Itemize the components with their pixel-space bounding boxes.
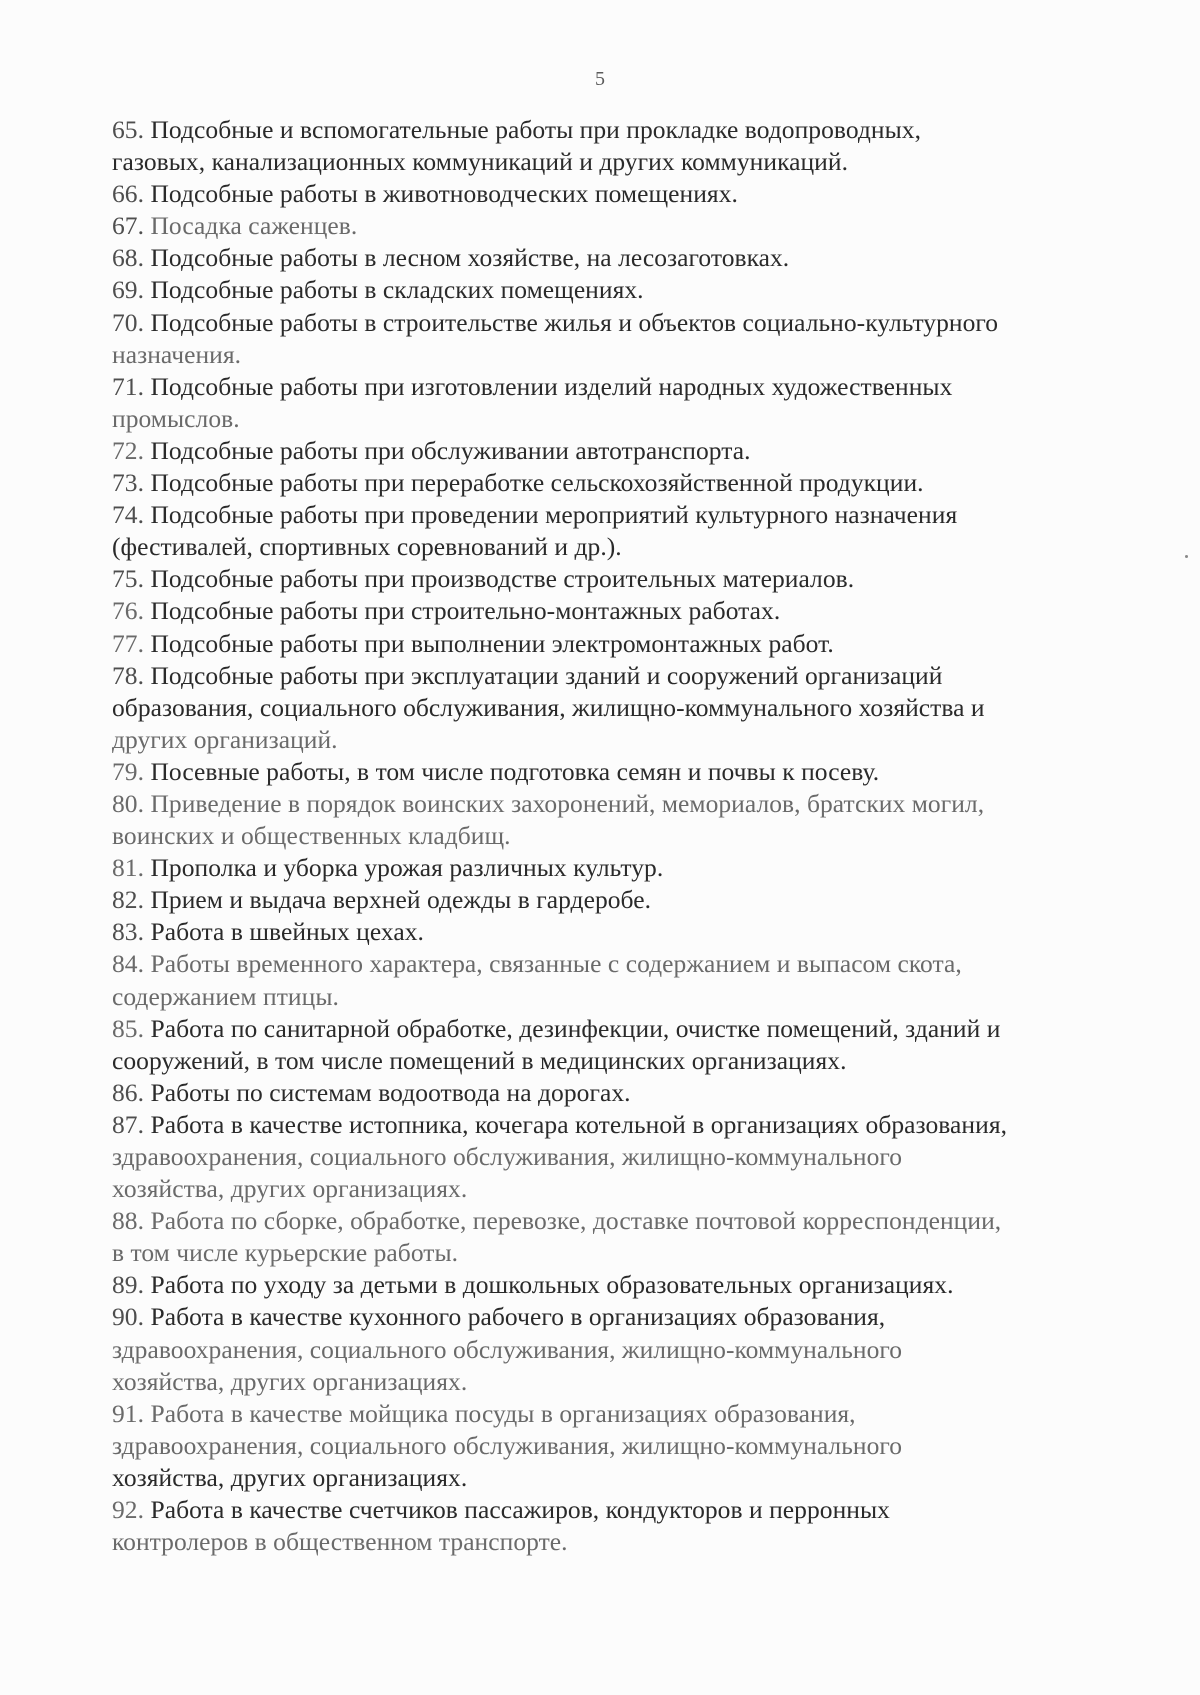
list-item-85	[112, 1013, 1102, 1077]
list-item-71	[112, 371, 1102, 435]
list-item-number: 65.	[112, 115, 145, 144]
list-item-line	[112, 435, 1102, 467]
list-item-text: Подсобные работы в строительстве жилья и объектов социально-культурного	[150, 307, 999, 337]
list-item-number: 76.	[112, 596, 145, 626]
list-item-line	[112, 788, 1102, 820]
list-item-text: Работы по системам водоотвода на дорогах.	[150, 1077, 631, 1107]
list-item-line	[112, 467, 1102, 499]
list-item-text: Подсобные работы при эксплуатации зданий и сооружений организаций	[150, 660, 943, 690]
list-item-line: в том числе курьерские работы.	[112, 1238, 459, 1268]
list-item-line	[112, 1077, 1102, 1109]
list-item-line: хозяйства, других организациях.	[112, 1462, 468, 1492]
list-item-number: 81.	[112, 853, 145, 883]
list-item-text: Подсобные работы при обслуживании автотранспорта.	[150, 435, 751, 465]
list-item-number: 68.	[112, 243, 145, 273]
list-item-text: Работа по сборке, обработке, перевозке, доставке почтовой корреспонденции,	[150, 1206, 1002, 1236]
list-item-line	[112, 563, 1102, 595]
list-item-number: 89.	[112, 1270, 145, 1300]
list-item-88	[112, 1205, 1102, 1269]
list-item-77	[112, 628, 1102, 660]
list-item-67	[112, 210, 1102, 242]
list-item-number: 82.	[112, 885, 145, 915]
list-item-text: Работа по санитарной обработке, дезинфекции, очистке помещений, зданий и	[150, 1013, 1001, 1043]
list-item-91	[112, 1398, 1102, 1494]
list-item-text: Подсобные работы в складских помещениях.	[150, 275, 644, 305]
list-item-line	[112, 660, 1102, 692]
list-item-line: газовых, канализационных коммуникаций и других коммуникаций.	[112, 147, 848, 177]
list-item-68	[112, 242, 1102, 274]
list-item-line	[112, 884, 1102, 916]
list-item-86	[112, 1077, 1102, 1109]
list-item-text: Подсобные и вспомогательные работы при прокладке водопроводных,	[150, 115, 922, 144]
list-item-line	[112, 242, 1102, 274]
list-item-80	[112, 788, 1102, 852]
list-item-text: Посевные работы, в том числе подготовка семян и почвы к посеву.	[150, 756, 880, 786]
list-item-line: промыслов.	[112, 403, 240, 433]
list-item-number: 80.	[112, 788, 145, 818]
list-item-line	[112, 210, 1102, 242]
list-item-text: Подсобные работы в животноводческих помещениях.	[150, 179, 738, 209]
list-item-73	[112, 467, 1102, 499]
list-item-line: контролеров в общественном транспорте.	[112, 1527, 568, 1557]
list-item-87	[112, 1109, 1102, 1205]
list-item-line: хозяйства, других организациях.	[112, 1366, 468, 1396]
list-item-line	[112, 852, 1102, 884]
list-item-number: 87.	[112, 1109, 145, 1139]
list-item-line: содержанием птицы.	[112, 981, 339, 1011]
list-item-72	[112, 435, 1102, 467]
list-item-line: здравоохранения, социального обслуживания, жилищно-коммунального	[112, 1334, 903, 1364]
list-item-text: Подсобные работы в лесном хозяйстве, на лесозаготовках.	[150, 243, 790, 273]
list-item-number: 75.	[112, 564, 145, 594]
list-item-text: Работа в качестве кухонного рабочего в организациях образования,	[150, 1302, 886, 1332]
list-item-text: Работа в качестве истопника, кочегара котельной в организациях образования,	[150, 1109, 1008, 1139]
list-item-line: здравоохранения, социального обслуживания, жилищно-коммунального	[112, 1430, 903, 1460]
list-item-line: назначения.	[112, 339, 242, 369]
list-item-number: 66.	[112, 179, 145, 209]
list-item-text: Подсобные работы при выполнении электромонтажных работ.	[150, 628, 834, 658]
list-item-line	[112, 1109, 1102, 1141]
list-item-65	[112, 114, 1102, 178]
list-item-number: 79.	[112, 756, 145, 786]
list-item-number: 84.	[112, 949, 145, 979]
list-item-text: Приведение в порядок воинских захоронений, мемориалов, братских могил,	[150, 788, 985, 818]
list-item-text: Прием и выдача верхней одежды в гардеробе.	[150, 885, 652, 915]
list-item-line: (фестивалей, спортивных соревнований и др.).	[112, 532, 622, 562]
list-item-line: воинских и общественных кладбищ.	[112, 821, 511, 851]
list-item-text: Подсобные работы при проведении мероприятий культурного назначения	[150, 500, 958, 530]
list-item-text: Работа в качестве мойщика посуды в организациях образования,	[150, 1398, 856, 1428]
list-item-83	[112, 916, 1102, 948]
list-item-number: 88.	[112, 1206, 145, 1236]
list-item-line	[112, 178, 1102, 210]
list-item-line	[112, 1398, 1102, 1430]
list-item-70	[112, 307, 1102, 371]
list-item-number: 77.	[112, 628, 145, 658]
list-item-line	[112, 114, 1102, 146]
list-item-line: хозяйства, других организациях.	[112, 1174, 468, 1204]
list-item-text: Работа по уходу за детьми в дошкольных образовательных организациях.	[150, 1270, 954, 1300]
list-item-text: Работы временного характера, связанные с содержанием и выпасом скота,	[150, 949, 962, 979]
list-item-line	[112, 916, 1102, 948]
list-item-81	[112, 852, 1102, 884]
list-item-number: 83.	[112, 917, 145, 947]
list-item-line	[112, 1205, 1102, 1237]
list-item-number: 74.	[112, 500, 145, 530]
list-item-number: 92.	[112, 1495, 145, 1525]
list-item-text: Подсобные работы при переработке сельскохозяйственной продукции.	[150, 468, 924, 498]
list-item-line	[112, 1013, 1102, 1045]
list-item-number: 70.	[112, 307, 145, 337]
list-item-line	[112, 948, 1102, 980]
list-item-line	[112, 756, 1102, 788]
list-item-76	[112, 595, 1102, 627]
list-item-number: 90.	[112, 1302, 145, 1332]
list-item-number: 86.	[112, 1077, 145, 1107]
list-item-66	[112, 178, 1102, 210]
list-item-text: Прополка и уборка урожая различных культур.	[150, 853, 664, 883]
list-item-line	[112, 371, 1102, 403]
list-item-line: сооружений, в том числе помещений в медицинских организациях.	[112, 1045, 847, 1075]
list-item-text: Подсобные работы при строительно-монтажных работах.	[150, 596, 781, 626]
list-item-text: Работа в швейных цехах.	[150, 917, 424, 947]
list-item-line	[112, 1494, 1102, 1526]
list-item-number: 78.	[112, 660, 145, 690]
list-item-69	[112, 274, 1102, 306]
list-item-78	[112, 660, 1102, 756]
list-item-line	[112, 499, 1102, 531]
list-item-84	[112, 948, 1102, 1012]
list-item-number: 72.	[112, 435, 145, 465]
list-item-line: здравоохранения, социального обслуживания, жилищно-коммунального	[112, 1142, 903, 1171]
list-item-number: 73.	[112, 468, 145, 498]
list-item-number: 67.	[112, 211, 145, 241]
job-list	[112, 114, 1102, 1558]
list-item-line: образования, социального обслуживания, жилищно-коммунального хозяйства и	[112, 692, 985, 722]
list-item-text: Подсобные работы при производстве строительных материалов.	[150, 564, 855, 594]
page-number: 5	[595, 68, 605, 90]
list-item-text: Посадка саженцев.	[150, 211, 358, 241]
list-item-line	[112, 307, 1102, 339]
list-item-line: других организаций.	[112, 724, 338, 754]
list-item-92	[112, 1494, 1102, 1558]
list-item-line	[112, 274, 1102, 306]
list-item-number: 85.	[112, 1013, 145, 1043]
list-item-line	[112, 595, 1102, 627]
list-item-89	[112, 1269, 1102, 1301]
list-item-text: Подсобные работы при изготовлении изделий народных художественных	[150, 371, 953, 401]
list-item-90	[112, 1301, 1102, 1397]
list-item-79	[112, 756, 1102, 788]
list-item-line	[112, 628, 1102, 660]
list-item-line	[112, 1301, 1102, 1333]
list-item-number: 71.	[112, 371, 145, 401]
list-item-line	[112, 1269, 1102, 1301]
list-item-number: 91.	[112, 1398, 145, 1428]
list-item-82	[112, 884, 1102, 916]
list-item-75	[112, 563, 1102, 595]
list-item-number: 69.	[112, 275, 145, 305]
list-item-74	[112, 499, 1102, 563]
list-item-text: Работа в качестве счетчиков пассажиров, кондукторов и перронных	[150, 1495, 890, 1525]
scan-dot	[1185, 555, 1188, 558]
